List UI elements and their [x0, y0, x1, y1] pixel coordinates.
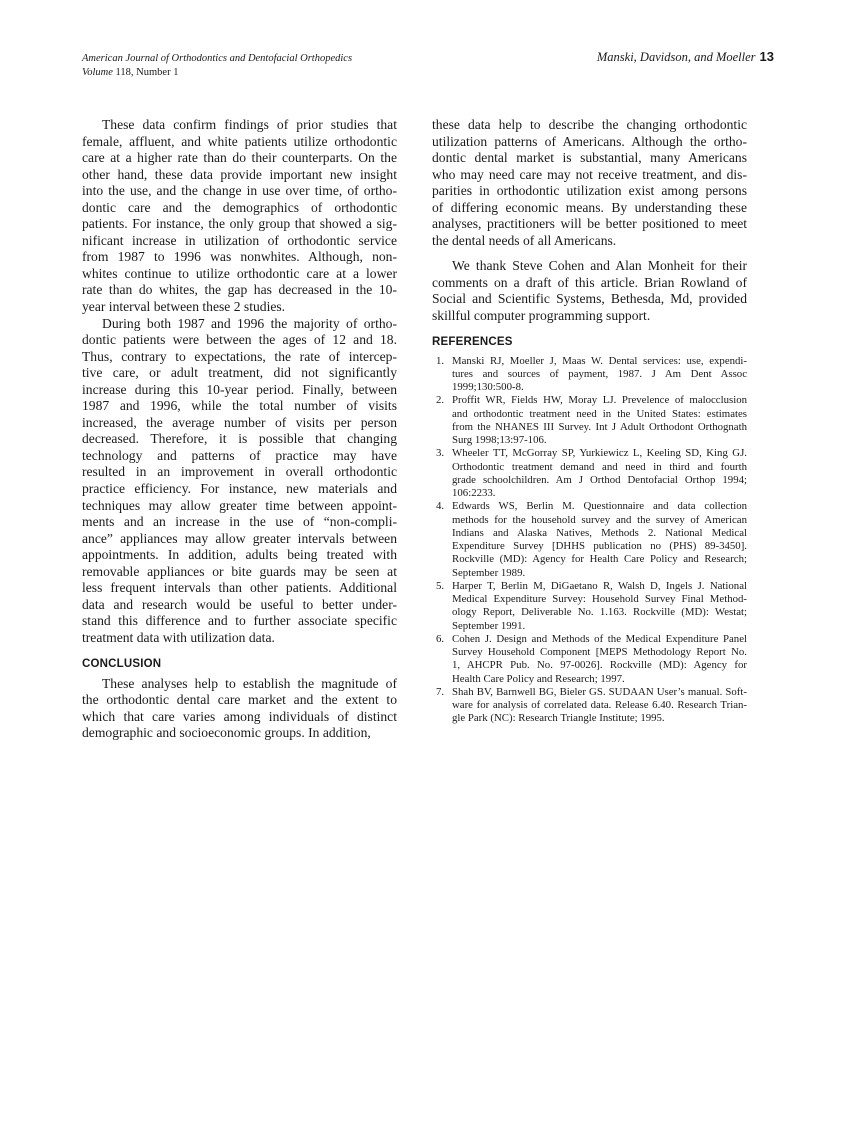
- reference-line: ology Report, Deliverable No. 1.163. Rockville (MD): Westat;: [452, 606, 747, 619]
- text-line: resulted in an improvement in overall orthodontic: [82, 464, 397, 480]
- reference-line: Expenditure Survey [DHHS publication no (PHS) 89-3450].: [452, 540, 747, 553]
- reference-line: methods for the household survey and the survey of American: [452, 513, 747, 526]
- reference-line: Cohen J. Design and Methods of the Medical Expenditure Panel: [452, 632, 747, 645]
- text-line: We thank Steve Cohen and Alan Monheit for their: [452, 258, 747, 274]
- text-line: practice efficiency. For instance, new materials and: [82, 481, 397, 497]
- reference-line: Surg 1998;13:97-106.: [452, 434, 547, 447]
- text-line: treatment data with utilization data.: [82, 629, 275, 645]
- reference-line: and orthodontic treatment need in the United States: estimates: [452, 407, 747, 420]
- text-line: which that care varies among individuals of distinct: [82, 708, 397, 724]
- spacer: [82, 647, 397, 656]
- reference-line: gle Park (NC): Research Triangle Institute; 1995.: [452, 712, 665, 725]
- text-line: appointments. In addition, adults being treated with: [82, 547, 397, 563]
- reference-item: [432, 686, 747, 726]
- left-column: [82, 117, 397, 742]
- journal-title: American Journal of Orthodontics and Dentofacial Orthopedics: [82, 53, 353, 64]
- text-line: Social and Scientific Systems, Bethesda, Md, provided: [432, 291, 747, 307]
- text-line: dontic patients were between the ages of 12 and 18.: [82, 332, 397, 348]
- text-line: who may need care may not receive treatment, and dis-: [432, 166, 747, 182]
- spacer: [432, 325, 747, 334]
- text-line: These analyses help to establish the magnitude of: [102, 675, 397, 691]
- text-line: During both 1987 and 1996 the majority of ortho-: [102, 315, 397, 331]
- reference-number: 1.: [436, 354, 445, 367]
- reference-item: [432, 355, 747, 395]
- right-column: [432, 117, 747, 726]
- text-line: demographic and socioeconomic groups. In addition,: [82, 725, 371, 741]
- volume-line: [82, 66, 352, 80]
- running-header-left: [82, 52, 352, 80]
- reference-line: Edwards WS, Berlin M. Questionnaire and data collection: [452, 500, 747, 513]
- text-line: these data help to describe the changing orthodontic: [432, 117, 747, 132]
- reference-line: Health Care Policy and Research; 1997.: [452, 672, 625, 685]
- text-line: year interval between these 2 studies.: [82, 299, 286, 315]
- reference-line: Harper T, Berlin M, DiGaetano R, Walsh D, Ingels J. National: [452, 579, 747, 592]
- text-line: utilization patterns of Americans. Although the ortho-: [432, 133, 747, 149]
- volume-info: 118, Number 1: [115, 67, 179, 78]
- paragraph-findings: [82, 117, 397, 316]
- text-line: from 1987 to 1996 was nonwhites. Although, non-: [82, 249, 397, 265]
- reference-line: from the NHANES III Survey. Int J Adult Orthodont Orthognath: [452, 420, 747, 433]
- text-line: analyses, practitioners will be better positioned to meet: [432, 216, 747, 232]
- text-line: of differing economic means. By understanding these: [432, 199, 747, 215]
- reference-line: Proffit WR, Fields HW, Moray LJ. Prevelence of malocclusion: [452, 394, 747, 407]
- reference-line: tures and sources of payment, 1987. J Am Dent Assoc: [452, 367, 747, 380]
- text-line: ments and an increase in the use of “non-compli-: [82, 514, 397, 530]
- text-line: tive care, or adult treatment, did not significantly: [82, 365, 397, 381]
- text-line: care at a higher rate than do their counterparts. On the: [82, 150, 397, 166]
- text-line: the orthodontic dental care market and the extent to: [82, 692, 397, 708]
- volume-label: Volume: [82, 67, 113, 78]
- paragraph-conclusion: [82, 676, 397, 742]
- reference-number: 3.: [436, 447, 445, 460]
- reference-line: Indians and Alaska Natives, Methods 2. National Medical: [452, 526, 747, 539]
- reference-list: [432, 355, 747, 726]
- text-line: stand this difference and to further associate specific: [82, 613, 397, 629]
- reference-item: [432, 580, 747, 633]
- text-line: dontic dental market is substantial, many Americans: [432, 150, 747, 166]
- reference-item: [432, 633, 747, 686]
- text-line: ance” appliances may allow greater intervals between: [82, 530, 397, 546]
- text-line: other hand, these data provide important new insight: [82, 166, 397, 182]
- reference-line: Manski RJ, Moeller J, Maas W. Dental services: use, expendi-: [452, 354, 747, 367]
- text-line: 1987 and 1996, while the total number of visits: [82, 398, 397, 414]
- text-line: parities in orthodontic utilization exist among persons: [432, 183, 747, 199]
- text-line: increase during this 10-year period. Finally, between: [82, 381, 397, 397]
- paragraph-age-visits: [82, 316, 397, 647]
- text-line: techniques may allow greater time between appoint-: [82, 497, 397, 513]
- reference-item: [432, 447, 747, 500]
- text-line: increased, the average number of visits per person: [82, 414, 397, 430]
- text-line: female, affluent, and white patients utilize orthodontic: [82, 133, 397, 149]
- page-number: 13: [759, 49, 774, 64]
- reference-number: 2.: [436, 394, 445, 407]
- reference-line: 106:2233.: [452, 487, 496, 500]
- reference-line: 1, AHCPR Pub. No. 97-0026]. Rockville (MD): Agency for: [452, 659, 747, 672]
- text-line: dontic care and the demographics of orthodontic: [82, 199, 397, 215]
- paragraph-acknowledgment: [432, 258, 747, 324]
- text-line: skillful computer programming support.: [432, 308, 651, 324]
- reference-line: Survey Household Component [MEPS Methodology Report No.: [452, 646, 747, 659]
- text-line: patients. For instance, the only group that showed a sig-: [82, 216, 397, 232]
- reference-line: Shah BV, Barnwell BG, Bieler GS. SUDAAN User’s manual. Soft-: [452, 685, 747, 698]
- conclusion-heading: CONCLUSION: [82, 657, 162, 670]
- text-line: less frequent intervals than other patients. Additional: [82, 580, 397, 596]
- reference-number: 5.: [436, 579, 445, 592]
- reference-item: [432, 500, 747, 580]
- text-line: into the use, and the change in use over time, of ortho-: [82, 183, 397, 199]
- spacer: [432, 249, 747, 258]
- text-line: Thus, contrary to expectations, the rate of intercep-: [82, 348, 397, 364]
- reference-line: Orthodontic treatment demand and need in third and fourth: [452, 460, 747, 473]
- text-line: decreased. Therefore, it is possible that changing: [82, 431, 397, 447]
- running-header-right: [597, 50, 774, 64]
- reference-line: grade schoolchildren. Am J Orthod Dentofacial Orthop 1994;: [452, 473, 747, 486]
- reference-item: [432, 394, 747, 447]
- authors: Manski, Davidson, and Moeller: [596, 50, 756, 64]
- reference-number: 6.: [436, 632, 445, 645]
- reference-line: ware for analysis of correlated data. Release 6.40. Research Trian-: [452, 699, 747, 712]
- text-line: rate than do whites, the gap has decreased in the 10-: [82, 282, 397, 298]
- text-line: comments on a draft of this article. Brian Rowland of: [432, 274, 747, 290]
- text-line: removable appliances or bite guards may be seen at: [82, 563, 397, 579]
- text-line: nificant increase in utilization of orthodontic service: [82, 232, 397, 248]
- reference-line: Medical Expenditure Survey: Household Survey Final Method-: [452, 593, 747, 606]
- reference-line: September 1989.: [452, 566, 526, 579]
- text-line: technology and patterns of practice may have: [82, 447, 397, 463]
- references-heading: REFERENCES: [432, 335, 513, 348]
- text-line: data and research would be useful to better under-: [82, 596, 397, 612]
- paragraph-conclusion-continued: [432, 117, 747, 249]
- reference-number: 4.: [436, 500, 445, 513]
- reference-line: 1999;130:500-8.: [452, 381, 524, 394]
- text-line: These data confirm findings of prior studies that: [102, 117, 397, 132]
- reference-number: 7.: [436, 685, 445, 698]
- text-line: whites continue to utilize orthodontic care at a lower: [82, 265, 397, 281]
- text-line: the dental needs of all Americans.: [432, 232, 617, 248]
- reference-line: September 1991.: [452, 619, 526, 632]
- reference-line: Rockville (MD): Agency for Health Care Policy and Research;: [452, 553, 747, 566]
- reference-line: Wheeler TT, McGorray SP, Yurkiewicz L, Keeling SD, King GJ.: [452, 447, 747, 460]
